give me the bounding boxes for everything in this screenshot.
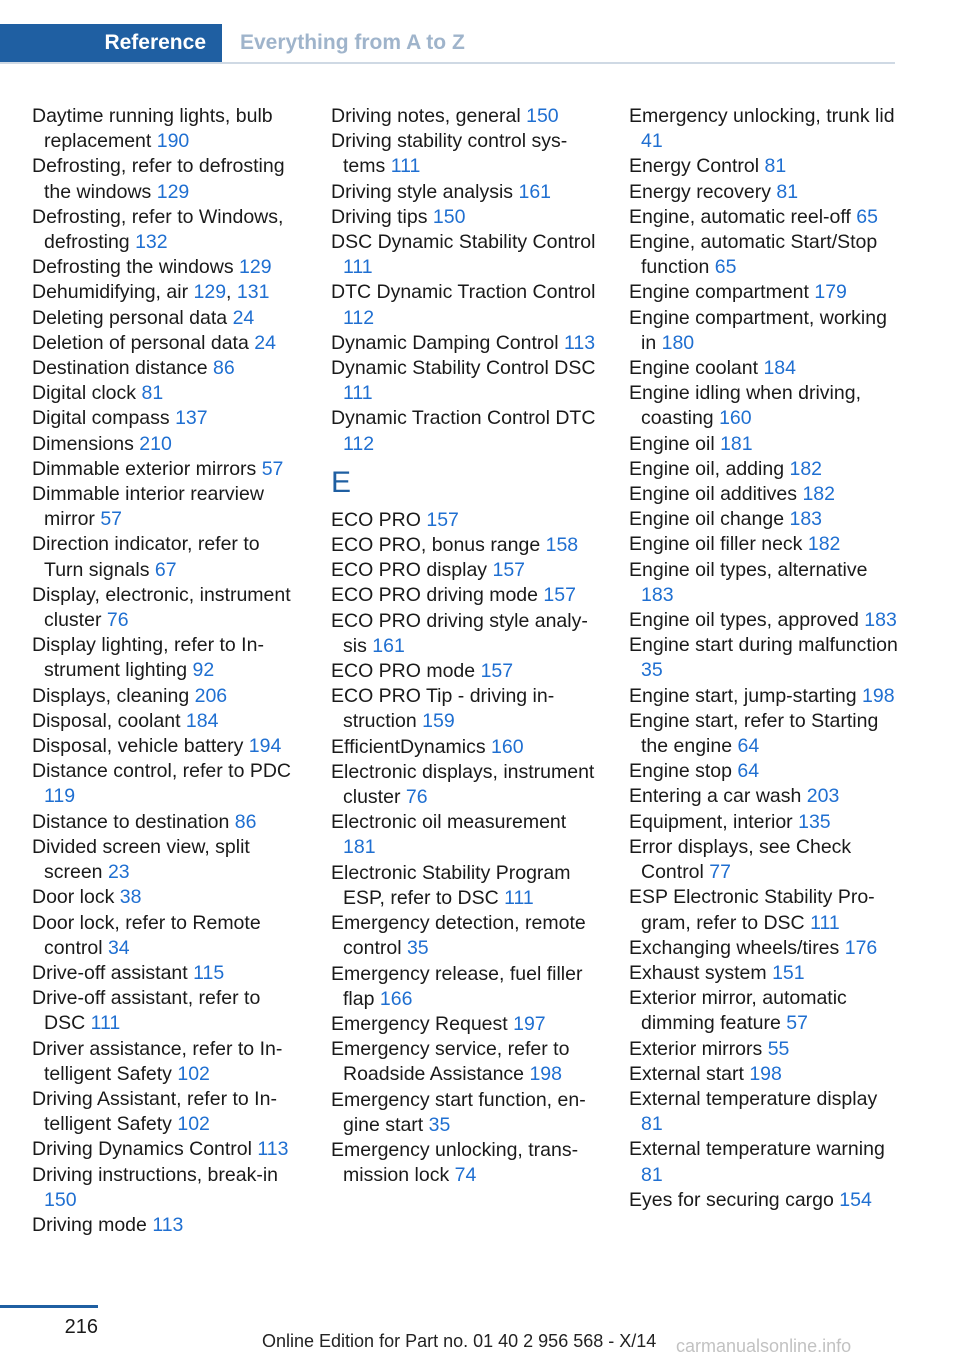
page-link[interactable]: 183	[789, 508, 823, 531]
page-link[interactable]: 102	[177, 1113, 210, 1136]
index-entry	[331, 356, 601, 406]
page-link[interactable]: 179	[814, 281, 847, 304]
index-entry-text: External temperature warning	[629, 1138, 885, 1161]
index-entry-text: Exhaust system	[629, 961, 767, 984]
index-entry-text: Dimmable interior rearview mirror	[32, 483, 264, 531]
index-entry	[32, 306, 302, 331]
page-link[interactable]: 210	[139, 432, 172, 455]
index-entry	[629, 230, 899, 280]
page-link[interactable]: 194	[248, 735, 282, 758]
index-entry-text: EfficientDynamics	[331, 735, 486, 758]
page-link[interactable]: 115	[193, 961, 225, 984]
index-entry	[32, 759, 302, 809]
index-entry	[629, 558, 899, 608]
index-entry	[331, 609, 601, 659]
index-entry	[331, 760, 601, 810]
index-entry-text: Engine oil additives	[629, 483, 798, 506]
index-entry-text: Displays, cleaning	[32, 684, 190, 707]
index-entry-text: Engine compartment, working in	[629, 306, 887, 354]
index-entry-text: Digital clock	[32, 382, 137, 405]
index-entry	[32, 709, 302, 734]
page-link[interactable]: 157	[480, 660, 514, 683]
index-entry	[32, 356, 302, 381]
index-entry-text: Deleting personal data	[32, 306, 228, 329]
index-entry-text: Door lock, refer to Remote control	[32, 911, 261, 959]
index-entry	[629, 835, 899, 885]
index-entry-text: Entering a car wash	[629, 785, 802, 808]
index-entry-text: Engine idling when driving, coasting	[629, 382, 861, 430]
index-entry	[629, 482, 899, 507]
index-entry	[32, 1163, 302, 1213]
page-link[interactable]: 161	[372, 634, 405, 657]
page-link[interactable]: 86	[213, 357, 235, 380]
index-entry-text: Display, electronic, instrument cluster	[32, 583, 291, 632]
index-entry	[331, 1037, 601, 1087]
index-entry-text: Driving mode	[32, 1213, 147, 1236]
index-entry-text: Drive-off assistant	[32, 961, 188, 984]
index-entry-text: Equipment, interior	[629, 810, 793, 833]
page-link[interactable]: 57	[100, 508, 123, 531]
index-entry	[331, 861, 601, 911]
index-entry	[629, 180, 899, 205]
page-link[interactable]: 166	[379, 987, 413, 1010]
index-entry-text: Dimensions	[32, 432, 134, 455]
index-entry-text: Engine oil filler neck	[629, 533, 803, 556]
index-entry	[629, 709, 899, 759]
page-link[interactable]: 182	[789, 457, 823, 480]
index-entry	[629, 810, 899, 835]
index-entry	[331, 558, 601, 583]
page-link[interactable]: 81	[641, 1163, 663, 1186]
index-entry-text: Defrosting, refer to defrosting the windows	[32, 155, 285, 203]
page-link[interactable]: 111	[504, 886, 534, 909]
index-entry	[331, 810, 601, 860]
index-entry	[32, 432, 302, 457]
index-entry	[32, 1087, 302, 1137]
index-entry	[331, 406, 601, 456]
page-link[interactable]: 111	[390, 155, 421, 178]
page-link[interactable]: 35	[428, 1113, 451, 1136]
page-link[interactable]: 182	[807, 533, 841, 556]
index-entry	[331, 1012, 601, 1037]
page-link[interactable]: 65	[856, 205, 878, 228]
page-link[interactable]: 129	[193, 281, 227, 304]
page-link[interactable]: 76	[106, 609, 129, 632]
index-entry	[629, 507, 899, 532]
page-link[interactable]: 151	[772, 961, 805, 984]
index-entry	[32, 1213, 302, 1238]
index-entry	[331, 583, 601, 608]
index-entry-text: Driving instructions, break-in	[32, 1163, 279, 1186]
index-entry-text: Energy recovery	[629, 180, 771, 203]
subsection-tab-label: Everything from A to Z	[240, 31, 465, 54]
index-entry-text: Exterior mirror, automatic dimming feature	[629, 987, 847, 1035]
page-link[interactable]: 157	[543, 584, 576, 607]
index-entry	[32, 911, 302, 961]
page-link[interactable]: 35	[406, 937, 429, 960]
index-entry-text: Dynamic Traction Control DTC	[331, 407, 596, 430]
index-entry	[331, 533, 601, 558]
page-link[interactable]: 64	[737, 735, 760, 758]
page-link[interactable]: 24	[232, 306, 255, 329]
page-link[interactable]: 38	[119, 886, 142, 909]
index-entry-text: Emergency Request	[331, 1012, 508, 1035]
index-entry-text: Energy Control	[629, 155, 760, 178]
page-link[interactable]: 86	[234, 810, 257, 833]
index-entry	[629, 759, 899, 784]
watermark: carmanualsonline.info	[676, 1336, 852, 1356]
index-entry	[331, 331, 601, 356]
index-entry-text: Defrosting, refer to Windows, defrosting	[32, 205, 284, 254]
page-link[interactable]: 111	[810, 911, 840, 934]
page-number: 216	[64, 1316, 98, 1338]
index-entry-text: Daytime running lights, bulb replacement	[32, 105, 273, 153]
index-entry-text: Electronic displays, instrument cluster	[331, 760, 595, 809]
page-link[interactable]: 182	[802, 483, 835, 506]
page-link[interactable]: 65	[714, 256, 737, 279]
page-link[interactable]: 181	[720, 432, 753, 455]
index-entry-text: Driving style analysis	[331, 180, 514, 203]
index-entry	[32, 810, 302, 835]
index-entry-text: External temperature display	[629, 1087, 878, 1110]
section-tab-label: Reference	[104, 31, 206, 54]
index-entry-text: Driver assistance, refer to Intelligent Safety	[32, 1037, 283, 1085]
index-entry	[331, 911, 601, 961]
index-entry-text: Driving Assistant, refer to Intelligent Safety	[32, 1087, 277, 1136]
index-entry-text: Engine oil change	[629, 508, 785, 531]
index-list-d-continued	[331, 104, 601, 457]
index-entry-text: ESP Electronic Stability Program, refer to DSC	[629, 886, 875, 934]
index-entry	[32, 961, 302, 986]
index-entry-text: DTC Dynamic Traction Control	[331, 281, 596, 304]
page-link[interactable]: 119	[44, 785, 76, 808]
index-entry-text: ECO PRO driving mode	[331, 584, 538, 607]
page-link[interactable]: 81	[776, 180, 799, 203]
page-link[interactable]: 74	[454, 1164, 477, 1187]
index-entry	[331, 180, 601, 205]
page-link[interactable]: 102	[177, 1062, 210, 1085]
index-entry	[629, 532, 899, 557]
index-entry	[32, 1037, 302, 1087]
index-entry-text: Electronic oil measurement	[331, 811, 567, 834]
section-tab[interactable]	[0, 24, 222, 62]
page-link[interactable]: 157	[426, 508, 459, 531]
index-entry-text: Engine oil	[629, 432, 715, 455]
index-entry-text: Door lock	[32, 886, 115, 909]
page-link[interactable]: 150	[44, 1188, 77, 1211]
index-entry: Dehumidifying, air 129, 131	[32, 281, 270, 304]
index-entry-text: Engine start, refer to Starting the engine	[629, 709, 879, 758]
index-entry	[32, 331, 302, 356]
index-entry-text: Emergency release, fuel filler flap	[331, 962, 583, 1010]
page-link[interactable]: 24	[254, 331, 276, 354]
page-link[interactable]: 160	[491, 735, 524, 758]
index-entry	[32, 381, 302, 406]
index-entry	[331, 962, 601, 1012]
page-link[interactable]: 176	[844, 936, 878, 959]
index-entry	[32, 255, 302, 280]
page-link[interactable]: 129	[156, 180, 190, 203]
index-entry-text: Destination distance	[32, 357, 208, 380]
page-link[interactable]: 198	[749, 1062, 782, 1085]
index-entry-text: Error displays, see Check Control	[629, 835, 852, 884]
page-link[interactable]: 55	[767, 1037, 790, 1060]
index-entry-text: Engine coolant	[629, 357, 759, 380]
page-link[interactable]: 181	[343, 836, 376, 859]
page-link[interactable]: 92	[192, 659, 215, 682]
page-link[interactable]: 132	[135, 231, 168, 254]
index-entry-text: Dimmable exterior mirrors	[32, 457, 257, 480]
index-entry-text: Driving notes, general	[331, 105, 521, 127]
page-link[interactable]: 131	[236, 281, 270, 304]
page-link[interactable]: 64	[737, 760, 760, 783]
index-entry	[32, 532, 302, 582]
index-entry	[331, 735, 601, 760]
index-entry-text: Emergency unlocking, transmission lock	[331, 1138, 579, 1187]
index-entry-text: Engine oil types, approved	[629, 609, 859, 632]
index-entry	[32, 986, 302, 1036]
index-entry	[32, 154, 302, 204]
index-entry	[629, 885, 899, 935]
index-entry	[629, 936, 899, 961]
page-link[interactable]: 77	[709, 861, 731, 884]
index-entry	[331, 129, 601, 179]
index-entry	[629, 432, 899, 457]
index-column-1	[32, 104, 302, 1238]
page-link[interactable]: 111	[343, 382, 373, 405]
index-entry	[32, 885, 302, 910]
index-entry	[331, 659, 601, 684]
index-entry-text: Defrosting the windows	[32, 256, 234, 279]
page-link[interactable]: 57	[261, 457, 284, 480]
index-entry	[331, 230, 601, 280]
page-link[interactable]: 129	[239, 256, 272, 279]
page-link[interactable]: 34	[107, 936, 130, 959]
page-link[interactable]: 113	[564, 331, 596, 354]
index-entry	[331, 508, 601, 533]
index-entry	[32, 1137, 302, 1162]
index-entry	[331, 1088, 601, 1138]
page-link[interactable]: 150	[526, 105, 559, 127]
index-entry-text: Engine start, jump-starting	[629, 684, 857, 707]
index-entry	[32, 482, 302, 532]
index-entry-text: Eyes for securing cargo	[629, 1188, 834, 1211]
page-link[interactable]: 198	[529, 1063, 562, 1086]
index-entry-text: Engine, automatic reel-off	[629, 205, 851, 228]
index-entry	[32, 684, 302, 709]
index-entry-text: Emergency detection, remote control	[331, 912, 586, 960]
page-link[interactable]: 81	[641, 1113, 663, 1136]
index-entry-text: Driving tips	[331, 205, 428, 228]
index-entry	[32, 406, 302, 431]
page-link[interactable]: 157	[492, 559, 526, 582]
page-link[interactable]: 150	[432, 205, 466, 228]
page-link[interactable]: 41	[641, 130, 663, 153]
index-entry-text: Driving Dynamics Control	[32, 1138, 252, 1161]
index-entry-text: Distance to destination	[32, 810, 230, 833]
page-link[interactable]: 190	[156, 130, 190, 153]
index-entry-text: ECO PRO mode	[331, 660, 476, 683]
index-entry-text: DSC Dynamic Stability Control	[331, 231, 596, 254]
page-link[interactable]: 135	[798, 810, 831, 833]
index-entry	[32, 633, 302, 683]
index-entry-text: Engine oil types, alternative	[629, 558, 868, 581]
page-link[interactable]: 161	[518, 180, 552, 203]
index-entry	[629, 205, 899, 230]
letter-heading-e: E	[331, 465, 352, 499]
index-column-3	[629, 104, 899, 1213]
index-entry	[331, 684, 601, 734]
index-entry	[629, 633, 899, 683]
index-entry	[331, 104, 601, 129]
page-link[interactable]: 76	[405, 786, 428, 809]
index-entry-text: Engine start during malfunction	[629, 634, 898, 657]
index-entry-text: ECO PRO display	[331, 559, 488, 582]
index-entry	[629, 280, 899, 305]
page-link[interactable]: 183	[864, 609, 897, 632]
index-entry	[629, 986, 899, 1036]
index-entry	[32, 734, 302, 759]
index-entry-text: Engine, automatic Start/Stop function	[629, 231, 878, 279]
index-entry-text: Exchanging wheels/tires	[629, 936, 840, 959]
index-entry	[32, 457, 302, 482]
index-entry-text: Distance control, refer to PDC	[32, 760, 292, 783]
index-entry-text: Emergency service, refer to Roadside Assistance	[331, 1038, 570, 1086]
page-link[interactable]: 206	[194, 684, 228, 707]
index-entry	[32, 104, 302, 154]
index-entry	[629, 1062, 899, 1087]
page-link[interactable]: 23	[107, 861, 130, 884]
index-entry	[629, 457, 899, 482]
index-entry-text: Driving stability control systems	[331, 130, 568, 178]
index-entry-text: Emergency unlocking, trunk lid	[629, 105, 895, 127]
index-entry	[331, 205, 601, 230]
index-entry	[629, 154, 899, 179]
page-link[interactable]: 160	[719, 407, 752, 430]
page-link[interactable]: 159	[422, 710, 455, 733]
page-link[interactable]: 112	[343, 432, 375, 455]
page-link[interactable]: 184	[763, 357, 796, 380]
page-link[interactable]: 113	[152, 1213, 184, 1236]
page-link[interactable]: 57	[786, 1012, 808, 1035]
page-link[interactable]: 198	[862, 684, 895, 707]
index-entry-text: Disposal, vehicle battery	[32, 735, 244, 758]
edition-note: Online Edition for Part no. 01 40 2 956 568 - X/14	[262, 1331, 657, 1351]
index-entry-text: ECO PRO	[331, 508, 421, 531]
index-entry	[629, 381, 899, 431]
page-link[interactable]: 113	[257, 1138, 289, 1161]
page-link[interactable]: 81	[764, 155, 787, 178]
page-link[interactable]: 111	[343, 256, 373, 279]
page-link[interactable]: 112	[343, 306, 375, 329]
index-entry-text: ECO PRO driving style analysis	[331, 609, 588, 657]
index-entry	[629, 1188, 899, 1213]
index-entry-text: Dynamic Damping Control	[331, 331, 559, 354]
index-entry-text: Dehumidifying, air	[32, 281, 189, 304]
index-entry-text: ECO PRO, bonus range	[331, 534, 541, 557]
index-entry	[629, 356, 899, 381]
index-entry	[629, 1137, 899, 1187]
index-entry-text: Electronic Stability Program ESP, refer to DSC	[331, 861, 571, 909]
header-bar	[0, 24, 895, 64]
index-entry	[32, 835, 302, 885]
footer-rule	[0, 1305, 98, 1308]
page-link[interactable]: 197	[513, 1012, 546, 1035]
page-link[interactable]: 35	[641, 659, 663, 682]
index-entry	[629, 306, 899, 356]
index-entry-text: ECO PRO Tip - driving instruction	[331, 685, 555, 733]
index-entry	[629, 608, 899, 633]
index-entry-text: Exterior mirrors	[629, 1037, 763, 1060]
index-entry	[629, 961, 899, 986]
index-entry	[629, 784, 899, 809]
index-entry-text: Disposal, coolant	[32, 709, 181, 732]
index-entry-text: Engine compartment	[629, 281, 809, 304]
index-entry-text: Display lighting, refer to Instrument lighting	[32, 634, 264, 682]
page-link[interactable]: 137	[175, 407, 208, 430]
index-entry-text: Emergency start function, engine start	[331, 1088, 586, 1136]
page-link[interactable]: 154	[839, 1188, 872, 1211]
page-link[interactable]: 111	[90, 1012, 121, 1035]
page-link[interactable]: 67	[154, 558, 177, 581]
index-entry	[32, 205, 302, 255]
index-entry-text: Divided screen view, split screen	[32, 835, 250, 884]
index-entry	[331, 1138, 601, 1188]
index-entry	[32, 583, 302, 633]
page-link[interactable]: 180	[661, 331, 695, 354]
index-entry	[331, 280, 601, 330]
index-list-e	[331, 508, 601, 1188]
index-entry-text: Digital compass	[32, 407, 170, 430]
index-entry-text: External start	[629, 1062, 744, 1085]
page-link[interactable]: 158	[545, 534, 579, 557]
index-entry	[629, 684, 899, 709]
index-entry	[629, 104, 899, 154]
subsection-tab[interactable]	[240, 24, 465, 62]
page-link[interactable]: 183	[641, 583, 674, 606]
index-entry-text: Deletion of personal data	[32, 331, 249, 354]
index-entry-text: Engine stop	[629, 760, 732, 783]
index-entry-text: Dynamic Stability Control DSC	[331, 357, 596, 380]
index-entry-text: Direction indicator, refer to Turn signals	[32, 533, 260, 581]
page-link[interactable]: 81	[141, 382, 164, 405]
index-entry	[629, 1087, 899, 1137]
index-entry-text: Engine oil, adding	[629, 457, 785, 480]
index-entry	[629, 1037, 899, 1062]
index-entry-text: Drive-off assistant, refer to DSC	[32, 987, 261, 1035]
page-link[interactable]: 184	[185, 709, 219, 732]
index-column-2	[331, 104, 601, 1188]
page-link[interactable]: 203	[806, 785, 840, 808]
